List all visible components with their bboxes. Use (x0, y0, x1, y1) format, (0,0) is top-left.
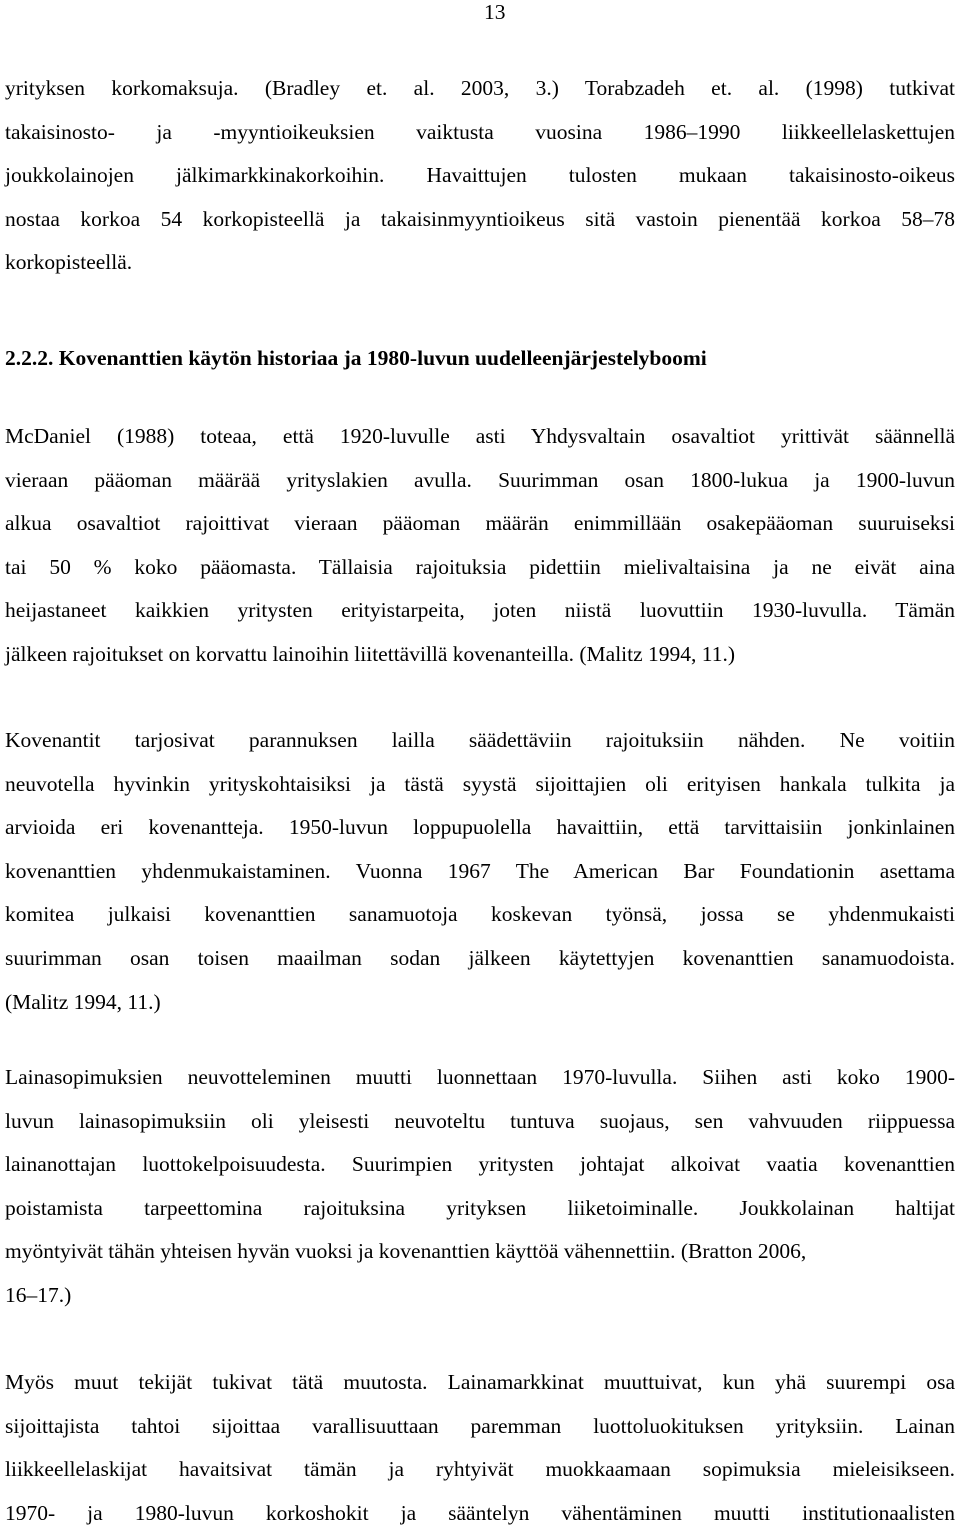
section-heading (5, 337, 955, 381)
paragraph (5, 1056, 955, 1318)
text-line: yrityksen korkomaksuja. (Bradley et. al. 2003, 3.) Torabzadeh et. al. (1998) tutkivat (5, 76, 955, 100)
text-line: 2.2.2. Kovenanttien käytön historiaa ja 1980-luvun uudelleenjärjestelyboomi (5, 346, 707, 370)
text-line: komitea julkaisi kovenanttien sanamuotoja koskevan työnsä, jossa se yhdenmukaisti (5, 902, 955, 927)
page-number: 13 (484, 0, 506, 24)
text-line: lainanottajan luottokelpoisuudesta. Suurimpien yritysten johtajat alkoivat vaatia kovenanttien (5, 1152, 955, 1177)
text-line: arvioida eri kovenantteja. 1950-luvun loppupuolella havaittiin, että tarvittaisiin jonkinlainen (5, 815, 955, 840)
text-line: McDaniel (1988) toteaa, että 1920-luvulle asti Yhdysvaltain osavaltiot yrittivät säännellä (5, 424, 955, 448)
text-line: myöntyivät tähän yhteisen hyvän vuoksi ja kovenanttien käyttöä vähennettiin. (Bratton 2006, (5, 1239, 807, 1264)
text-line: poistamista tarpeettomina rajoituksina yrityksen liiketoiminalle. Joukkolainan haltijat (5, 1195, 955, 1220)
paragraph (5, 719, 955, 1024)
text-line: (Malitz 1994, 11.) (5, 989, 161, 1014)
text-line: tai 50 % koko pääomasta. Tällaisia rajoituksia pidettiin mielivaltaisina ja ne eivät aina (5, 554, 955, 579)
text-line: vieraan pääoman määrää yrityslakien avulla. Suurimman osan 1800-lukua ja 1900-luvun (5, 467, 955, 492)
text-line: takaisinosto- ja -myyntioikeuksien vaiktusta vuosina 1986–1990 liikkeellelaskettujen (5, 119, 955, 144)
text-line: jälkeen rajoitukset on korvattu lainoihin liitettävillä kovenanteilla. (Malitz 1994, 11.) (5, 641, 736, 666)
text-line: heijastaneet kaikkien yritysten erityistarpeita, joten niistä luovuttiin 1930-luvulla. Tämän (5, 598, 955, 623)
text-line: neuvotella hyvinkin yrityskohtaisiksi ja tästä syystä sijoittajien oli erityisen hankala tulkita ja (5, 771, 955, 796)
text-line: luvun lainasopimuksiin oli yleisesti neuvoteltu tuntuva suojaus, sen vahvuuden riippuessa (5, 1108, 955, 1133)
text-line: Lainasopimuksien neuvotteleminen muutti luonnettaan 1970-luvulla. Siihen asti koko 1900- (5, 1065, 955, 1089)
text-line: Kovenantit tarjosivat parannuksen lailla säädettäviin rajoituksiin nähden. Ne voitiin (5, 728, 955, 752)
text-line: sijoittajista tahtoi sijoittaa varallisuuttaan paremman luottoluokituksen yrityksiin. Lainan (5, 1413, 955, 1438)
paragraph (5, 1361, 955, 1535)
text-line: joukkolainojen jälkimarkkinakorkoihin. Havaittujen tulosten mukaan takaisinosto-oikeus (5, 163, 955, 188)
text-line: 1970- ja 1980-luvun korkoshokit ja sääntelyn vähentäminen muutti institutionaalisten (5, 1500, 955, 1525)
text-line: suurimman osan toisen maailman sodan jälkeen käytettyjen kovenanttien sanamuodoista. (5, 945, 955, 970)
text-line: Myös muut tekijät tukivat tätä muutosta. Lainamarkkinat muuttuivat, kun yhä suurempi osa (5, 1370, 955, 1394)
paragraph (5, 67, 955, 285)
paragraph (5, 415, 955, 677)
text-line: korkopisteellä. (5, 250, 133, 275)
text-line: kovenanttien yhdenmukaistaminen. Vuonna 1967 The American Bar Foundationin asettama (5, 858, 955, 883)
text-line: liikkeellelaskijat havaitsivat tämän ja ryhtyivät muokkaamaan sopimuksia mieleisikseen. (5, 1457, 955, 1482)
text-line: nostaa korkoa 54 korkopisteellä ja takaisinmyyntioikeus sitä vastoin pienentää korkoa 58–78 (5, 206, 955, 231)
text-line: alkua osavaltiot rajoittivat vieraan pääoman määrän enimmillään osakepääoman suuruiseksi (5, 511, 955, 536)
text-line: 16–17.) (5, 1282, 72, 1307)
